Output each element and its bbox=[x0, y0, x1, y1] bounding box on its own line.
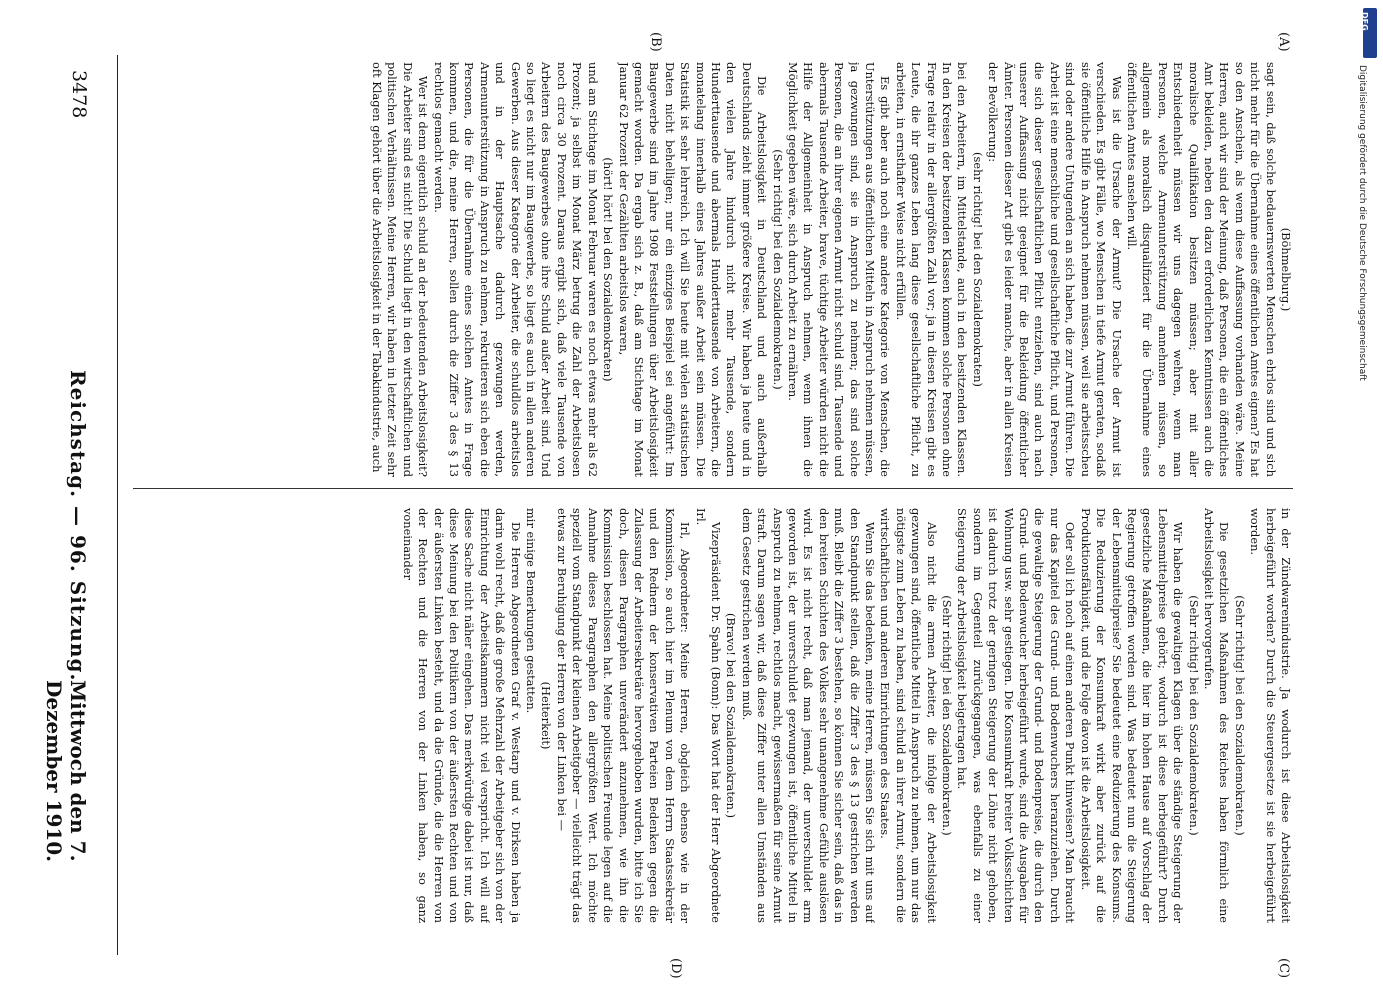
paragraph: Oder soll ich noch auf einen anderen Punkt hinweisen? Man braucht nur das Kapitel des Grund- und Bodenwuchers heranzuziehen. Durch die gewaltige Steigerung der Grund- und Bodenpreise, die durch den Grund- und Bodenwucher herbeigeführt wurde, sind die Ausgaben für Wohnung usw. sehr gestiegen. Die Konsumkraft breiter Volksschichten ist dadurch trotz der geringen Steigerung der Löhne nicht gehoben, sondern im Gegenteil zurückgegangen, was ebenfalls zu einer Steigerung der Arbeitslosigkeit beigetragen hat. bbox=[955, 508, 1078, 923]
digitization-credit: Digitalisierung gefördert durch die Deutsche Forschungsgemeinschaft bbox=[1357, 65, 1367, 381]
interjection: (Heiterkeit) bbox=[539, 681, 554, 750]
interjection: (Bravo! bei den Sozialdemokraten.) bbox=[724, 612, 739, 819]
right-text-column bbox=[128, 508, 1293, 923]
paragraph: Also nicht die armen Arbeiter, die infolge der Arbeitslosigkeit gezwungen sind, öffentliche Mittel in Anspruch zu nehmen, um nur das nötigste zum Leben zu haben, sind schuld an ihrer Armut, sondern die wirtschaftlichen und anderen Einrichtungen des Staates. bbox=[878, 508, 939, 923]
paragraph: Wenn Sie das bedenken, meine Herren, müssen Sie sich mit uns auf den Standpunkt stellen, daß die Ziffer 3 des § 13 gestrichen werden muß. Bleibt die Ziffer 3 bestehen, so können Sie sicher sein, daß das in den breiten Schichten des Volkes sehr unangenehme Gefühle auslösen wird. Es ist nicht recht, daß man jemand, der unverschuldet arm geworden ist, der unverschuldet gezwungen ist, öffentliche Mittel in Anspruch zu nehmen, rechtlos macht, gewissermaßen für seine Armut straft. Darum sagen wir, daß diese Ziffer unter allen Umständen aus dem Gesetz gestrichen werden muß. bbox=[739, 508, 878, 923]
dfg-logo-text: DFG bbox=[1360, 12, 1369, 31]
margin-marker-a: (A) bbox=[1276, 32, 1291, 52]
interjection: (Sehr richtig! bei den Sozialdemokraten.) bbox=[1186, 595, 1201, 836]
interjection: (Sehr richtig! bei den Sozialdemokraten.) bbox=[1232, 595, 1247, 836]
page-number: 3478 bbox=[68, 70, 90, 119]
paragraph: Wer ist denn eigentlich schuld an der bedeutenden Arbeitslosigkeit? Die Arbeiter sind es nicht! Die Schuld liegt in den wirtschaftlichen und politischen Verhältnissen. Meine Herren, wir haben in letzter Zeit sehr oft Klagen gehört über die Arbeitslosigkeit in der Tabakindustrie, auch bbox=[370, 62, 431, 477]
paragraph: mir einige Bemerkungen gestatten. bbox=[524, 508, 539, 714]
speaker-paragraph: Vizepräsident Dr. Spahn (Bonn): Das Wort hat der Herr Abgeordnete Irl. bbox=[693, 508, 723, 923]
paragraph: Die gesetzlichen Maßnahmen des Reiches haben förmlich eine Arbeitslosigkeit hervorgerufen. bbox=[1201, 508, 1232, 923]
paragraph: bei den Arbeitern, im Mittelstande, auch in den besitzenden Klassen. In den Kreisen der besitzenden Klassen kommen solche Personen ohne Frage relativ in der allergrößten Zahl vor; ja in diesen Kreisen gibt es Leute, die ihr ganzes Leben lang diese gesellschaftliche Pflicht, zu arbeiten, in ernsthafter Weise nicht erfüllen. bbox=[893, 62, 970, 477]
margin-marker-b: (B) bbox=[648, 32, 663, 52]
margin-marker-d: (D) bbox=[668, 958, 683, 979]
paragraph: Die Arbeitslosigkeit in Deutschland und auch außerhalb Deutschlands zieht immer größere Kreise. Wir haben ja heute und in den vielen Jahre hindurch nicht mehr Tausende, sondern Hunderttausende und abermals Hunderttausende von Arbeitern, die monatelang innerhalb eines Jahres außer Arbeit sein müssen. Die Statistik ist sehr lehrreich. Ich will Sie heute mit vielen statistischen Daten nicht behelligen; nur ein einziges Beispiel sei angeführt: Im Baugewerbe sind im Jahre 1908 Feststellungen über Arbeitslosigkeit gemacht worden. Da ergab sich z. B., daß am Stichtage im Monat Januar 62 Prozent der Gezählten arbeitslos waren, bbox=[616, 62, 770, 477]
interjection: (hört! hört! bei den Sozialdemokraten) bbox=[601, 157, 616, 382]
left-text-column bbox=[128, 62, 1293, 477]
interjection: (Sehr richtig! bei den Sozialdemokraten.) bbox=[770, 149, 785, 390]
paragraph: Es gibt aber auch noch eine andere Kategorie von Menschen, die Unterstützungen aus öffentlichen Mitteln in Anspruch nehmen müssen, ja gezwungen sind, sie in Anspruch zu nehmen; das sind solche Personen, die an ihrer eigenen Armut nicht schuld sind. Tausende und abermals Tausende Arbeiter, brave, tüchtige Arbeiter würden nicht die Hilfe der Allgemeinheit in Anspruch nehmen, wenn ihnen die Möglichkeit gegeben wäre, sich durch Arbeit zu ernähren. bbox=[786, 62, 893, 477]
paragraph: sagt sein, daß solche bedauernswerten Menschen ehrlos sind und sich nicht mehr für die Übernahme eines öffentlichen Amtes eignen? Es hat so den Anschein, als wenn diese Auffassung vorhanden wäre. Meine Herren, auch wir sind der Meinung, daß Personen, die ein öffentliches Amt bekleiden, neben den dazu erforderlichen Kenntnissen auch die moralische Qualifikation besitzen müssen; aber mit aller Entschiedenheit müssen wir uns dagegen wehren, wenn man Personen, welche Armenunterstützung annehmen müssen, so allgemein als moralisch disqualifiziert für die Übernahme eines öffentlichen Amtes ansehen will. bbox=[1124, 62, 1278, 477]
interjection: (Sehr richtig! bei den Sozialdemokraten.) bbox=[940, 595, 955, 836]
page-header bbox=[42, 70, 108, 950]
margin-marker-c: (C) bbox=[1276, 958, 1291, 979]
header-title: Reichstag. — 96. Sitzung. bbox=[66, 370, 90, 682]
header-rule bbox=[117, 55, 118, 955]
paragraph: Die Herren Abgeordneten Graf v. Westarp und v. Dirksen haben ja darin wohl recht, daß die große Mehrzahl der Arbeitgeber sich von der Einrichtung der Arbeitskammern nicht viel verspricht. Ich will auf diese Sache nicht näher eingehen. Das merkwürdige dabei ist nur, daß diese Meinung bei den Politikern von der äußersten Rechten und von der äußersten Linken besteht, und da die Gründe, die die Herren von der Rechten und die Herren von der Linken haben, so ganz voneinander bbox=[400, 508, 523, 923]
paragraph: und am Stichtage im Monat Februar waren es noch etwas mehr als 62 Prozent; ja selbst im Monat März betrug die Zahl der Arbeitslosen noch circa 30 Prozent. Daraus ergibt sich, daß viele Tausende von Arbeitern des Baugewerbes ohne ihre Schuld außer Arbeit sind. Und so liegt es nicht nur im Baugewerbe, so liegt es auch in allen anderen Gewerben. Aus dieser Kategorie der Arbeiter, die schuldlos arbeitslos und in der Hauptsache dadurch gezwungen werden, Armenunterstützung in Anspruch zu nehmen, rekrutieren sich eben die Personen, die für die Übernahme eines solchen Amtes in Frage kommen, und die, meine Herren, sollen durch die Ziffer 3 des § 13 rechtlos gemacht werden. bbox=[431, 62, 600, 477]
interjection: (sehr richtig! bei den Sozialdemokraten) bbox=[970, 152, 985, 387]
paragraph: Was ist die Ursache der Armut? Die Ursache der Armut ist verschieden. Es gibt Fälle, wo Menschen in tiefe Armut geraten, sodaß sie öffentliche Hilfe in Anspruch nehmen müssen, weil sie arbeitsscheu sind oder andere Untugenden an sich haben, die zur Armut führen. Die Arbeit ist eine menschliche und gesellschaftliche Pflicht, und Personen, die sich dieser gesellschaftlichen Pflicht entziehen, sind auch nach unserer Auffassung nicht geeignet für die Bekleidung öffentlicher Ämter. Personen dieser Art gibt es leider manche, aber in allen Kreisen der Bevölkerung: bbox=[986, 62, 1124, 477]
paragraph: in der Zündwarenindustrie. Ja wodurch ist diese Arbeitslosigkeit herbeigeführt worden? Durch die Steuergesetze ist sie herbeigeführt worden. bbox=[1248, 508, 1293, 923]
paragraph: Wir haben die gewaltigen Klagen über die ständige Steigerung der Lebensmittelpreise gehört; wodurch ist diese herbeigeführt? Durch gesetzliche Maßnahmen, die hier im hohen Hause auf Vorschlag der Regierung getroffen worden sind. Was bedeutet nun die Steigerung der Lebensmittelpreise? Sie bedeutet eine Reduzierung des Konsums. Die Reduzierung der Konsumkraft wirkt aber zurück auf die Produktionsfähigkeit, und die Folge davon ist die Arbeitslosigkeit. bbox=[1078, 508, 1186, 923]
header-date: Mittwoch den 7. Dezember 1910. bbox=[42, 680, 90, 863]
speaker-paragraph: Irl, Abgeordneter: Meine Herren, obgleich ebenso wie in der Kommission, so auch hier im Plenum von dem Herrn Staatssekretär und den Rednern der konservativen Parteien Bedenken gegen die Zulassung der Arbeitersekretäre hervorgehoben wurden, bitte ich Sie doch, diesen Paragraphen unverändert anzunehmen, wie ihn die Kommission beschlossen hat. Meine politischen Freunde legen auf die Annahme dieses Paragraphen den allergrößten Wert. Ich möchte speziell vom Standpunkt der kleinen Arbeitgeber — vielleicht trägt das etwas zur Beruhigung der Herren von der Linken bei — bbox=[554, 508, 693, 923]
speaker-reference: (Böhmelburg.) bbox=[1279, 227, 1293, 312]
column-divider bbox=[133, 488, 1293, 489]
